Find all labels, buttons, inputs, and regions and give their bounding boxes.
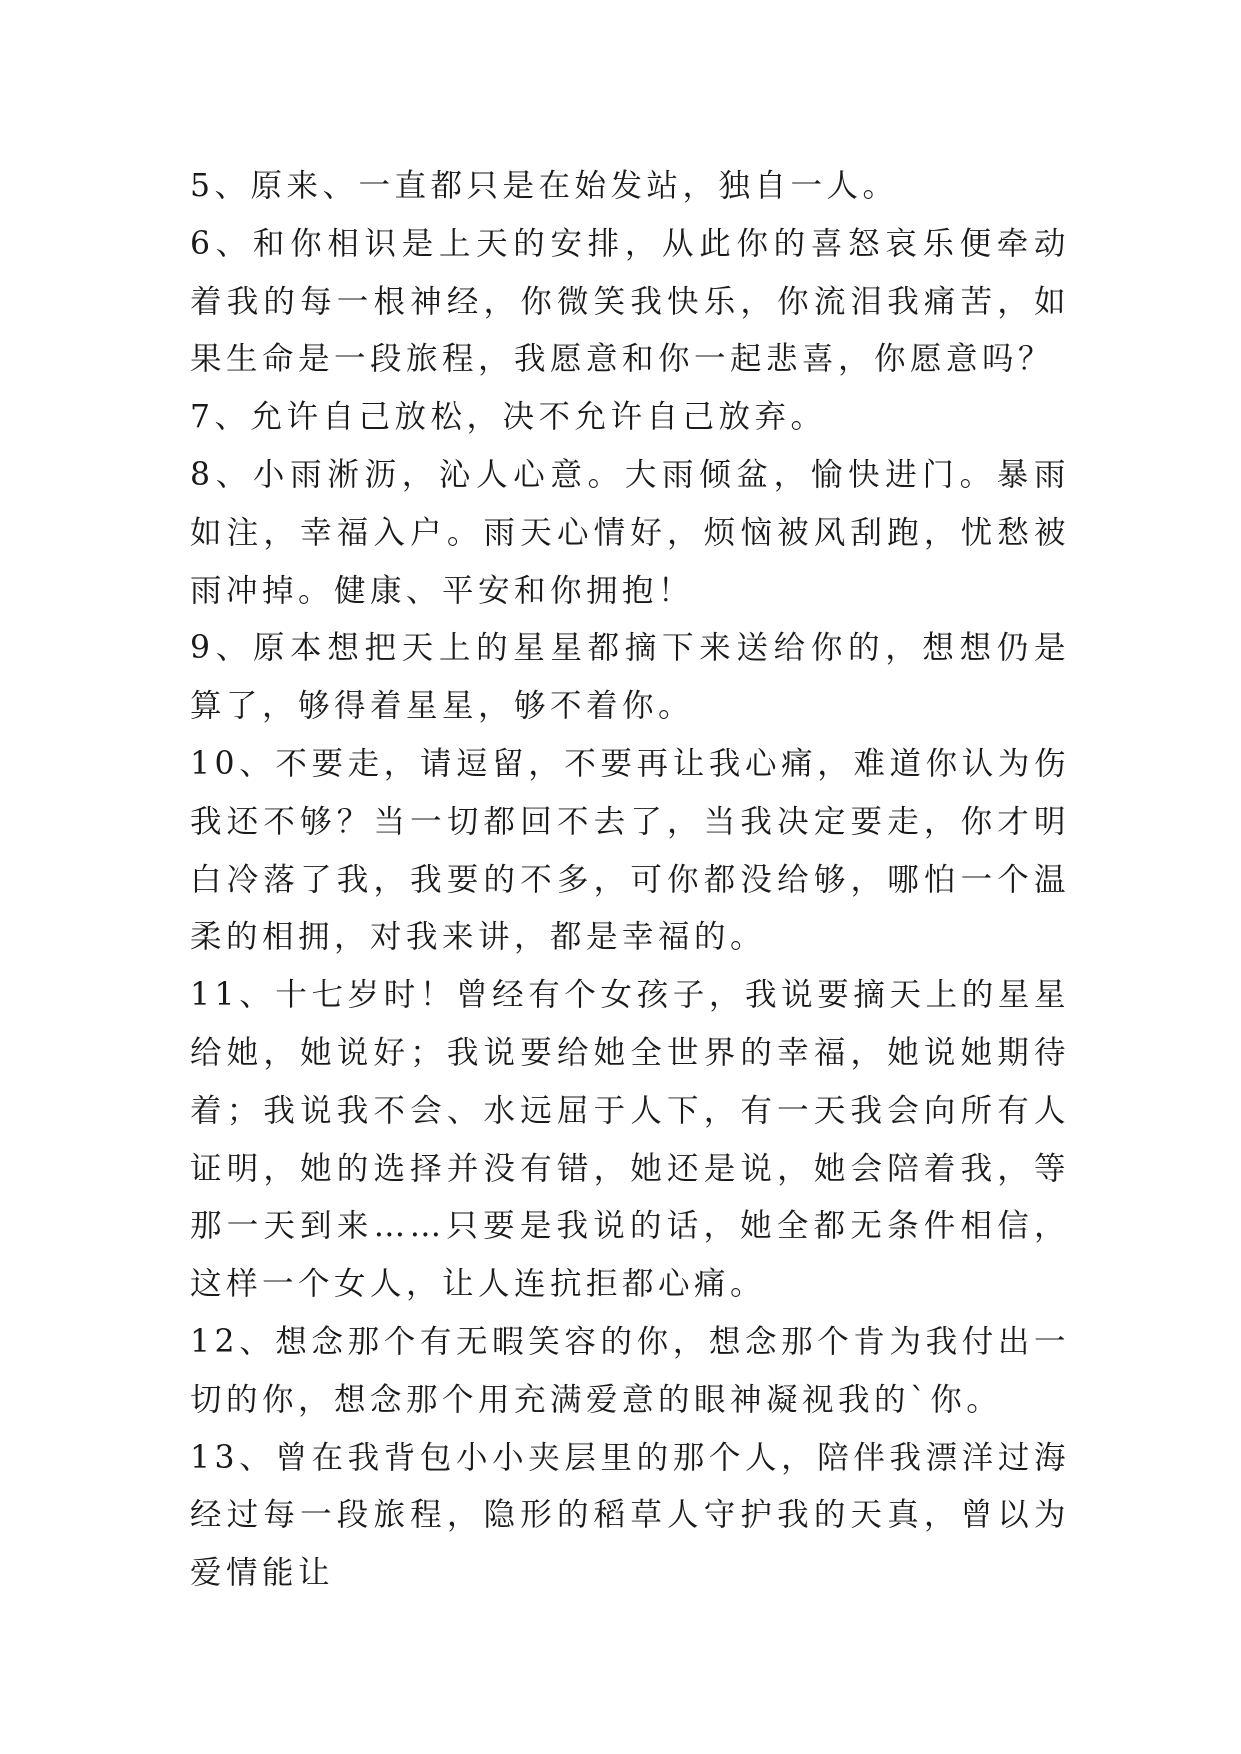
paragraph-12: 12、想念那个有无暇笑容的你，想念那个肯为我付出一切的你，想念那个用充满爱意的眼神凝视我的`你。 xyxy=(190,1323,1070,1418)
paragraph-10: 10、不要走，请逗留，不要再让我心痛，难道你认为伤我还不够？当一切都回不去了，当我决定要走，你才明白冷落了我，我要的不多，可你都没给够，哪怕一个温柔的相拥，对我来讲，都是幸福的。 xyxy=(190,745,1070,956)
document-body xyxy=(190,158,1070,1603)
paragraph-5: 5、原来、一直都只是在始发站，独自一人。 xyxy=(190,168,899,204)
paragraph-13: 13、曾在我背包小小夹层里的那个人，陪伴我漂洋过海经过每一段旅程，隐形的稻草人守护我的天真，曾以为爱情能让 xyxy=(190,1439,1070,1592)
paragraph-11: 11、十七岁时！曾经有个女孩子，我说要摘天上的星星给她，她说好；我说要给她全世界的幸福，她说她期待着；我说我不会、水远屈于人下，有一天我会向所有人证明，她的选择并没有错，她还是说，她会陪着我，等那一天到来……只要是我说的话，她全都无条件相信，这样一个女人，让人连抗拒都心痛。 xyxy=(190,977,1070,1303)
paragraph-8: 8、小雨淅沥，沁人心意。大雨倾盆，愉快进门。暴雨如注，幸福入户。雨天心情好，烦恼被风刮跑，忧愁被雨冲掉。健康、平安和你拥抱！ xyxy=(190,456,1070,609)
paragraph-7: 7、允许自己放松，决不允许自己放弃。 xyxy=(190,399,827,436)
paragraph-6: 6、和你相识是上天的安排，从此你的喜怒哀乐便牵动着我的每一根神经，你微笑我快乐，你流泪我痛苦，如果生命是一段旅程，我愿意和你一起悲喜，你愿意吗？ xyxy=(190,225,1070,378)
paragraph-9: 9、原本想把天上的星星都摘下来送给你的，想想仍是算了，够得着星星，够不着你。 xyxy=(190,630,1070,725)
